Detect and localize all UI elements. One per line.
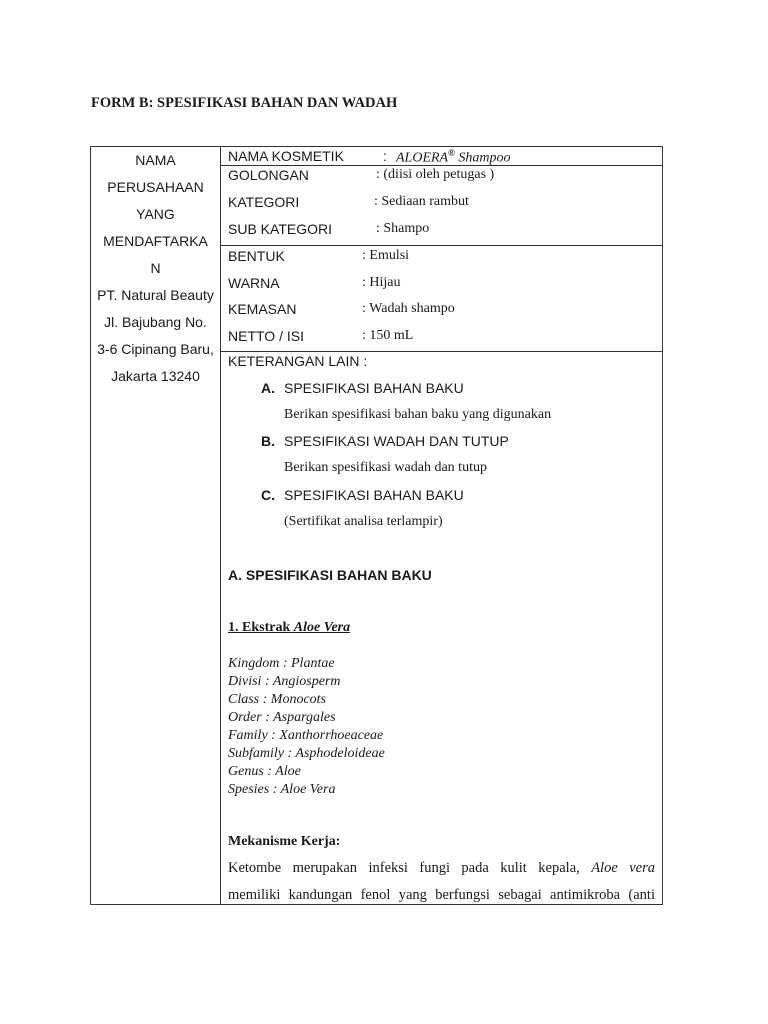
item-1-name: Aloe Vera <box>293 620 351 635</box>
company-label-line: YANG <box>136 206 175 222</box>
taxonomy-list <box>228 655 385 799</box>
taxonomy-line: Class : Monocots <box>228 692 326 707</box>
product-name: Shampoo <box>454 150 511 166</box>
company-address-line: 3-6 Cipinang Baru, <box>97 341 214 357</box>
bentuk-label: BENTUK <box>228 248 285 264</box>
keterangan-heading: SPESIFIKASI WADAH DAN TUTUP <box>284 433 509 449</box>
keterangan-marker: C. <box>261 487 275 503</box>
nama-kosmetik-value <box>396 148 510 167</box>
kategori-label: KATEGORI <box>228 194 300 210</box>
bentuk-value: : Emulsi <box>362 248 410 263</box>
para-species: Aloe vera <box>591 860 655 876</box>
company-label-line: NAMA <box>135 152 176 168</box>
item-1-heading <box>228 620 350 636</box>
keterangan-sub: Berikan spesifikasi wadah dan tutup <box>284 460 487 475</box>
company-address-line: Jl. Bajubang No. <box>104 314 207 330</box>
keterangan-label: KETERANGAN LAIN : <box>228 353 368 369</box>
taxonomy-line: Subfamily : Asphodeloideae <box>228 746 385 761</box>
keterangan-sub: Berikan spesifikasi bahan baku yang digunakan <box>284 407 552 422</box>
nama-kosmetik-label: NAMA KOSMETIK <box>228 148 344 164</box>
taxonomy-line: Genus : Aloe <box>228 764 301 779</box>
subkategori-label: SUB KATEGORI <box>228 221 332 237</box>
warna-value: : Hijau <box>362 275 401 290</box>
company-label-line: PERUSAHAAN <box>107 179 204 195</box>
kategori-value: : Sediaan rambut <box>374 194 469 209</box>
kemasan-label: KEMASAN <box>228 301 297 317</box>
section-a-heading: A. SPESIFIKASI BAHAN BAKU <box>228 567 432 583</box>
mekanisme-heading: Mekanisme Kerja: <box>228 834 341 849</box>
mekanisme-paragraph-line-1 <box>228 860 655 877</box>
golongan-value: : (diisi oleh petugas ) <box>376 167 495 182</box>
subkategori-value: : Shampo <box>376 221 430 236</box>
company-address-line: Jakarta 13240 <box>111 368 200 384</box>
taxonomy-line: Spesies : Aloe Vera <box>228 782 336 797</box>
company-block <box>91 147 220 390</box>
para-text: Ketombe merupakan infeksi fungi pada kulit kepala, <box>228 860 580 876</box>
keterangan-heading: SPESIFIKASI BAHAN BAKU <box>284 487 464 503</box>
keterangan-marker: A. <box>261 380 275 396</box>
netto-label: NETTO / ISI <box>228 328 304 344</box>
registered-mark: ® <box>448 148 455 158</box>
taxonomy-line: Kingdom : Plantae <box>228 656 335 671</box>
item-1-prefix: 1. Ekstrak <box>228 620 294 635</box>
taxonomy-line: Divisi : Angiosperm <box>228 674 341 689</box>
kemasan-value: : Wadah shampo <box>362 301 455 316</box>
taxonomy-line: Order : Aspargales <box>228 710 336 725</box>
company-address-line: PT. Natural Beauty <box>97 287 214 303</box>
netto-value: : 150 mL <box>362 328 414 343</box>
nama-kosmetik-sep: : <box>383 148 387 164</box>
golongan-label: GOLONGAN <box>228 167 309 183</box>
keterangan-marker: B. <box>261 433 275 449</box>
mekanisme-paragraph-line-2: memiliki kandungan fenol yang berfungsi sebagai antimikroba (anti <box>228 887 655 903</box>
keterangan-heading: SPESIFIKASI BAHAN BAKU <box>284 380 464 396</box>
company-label-line: MENDAFTARKA <box>103 233 208 249</box>
taxonomy-line: Family : Xanthorrhoeaceae <box>228 728 384 743</box>
company-label-line: N <box>150 260 161 276</box>
brand-name: ALOERA <box>396 150 449 166</box>
form-title: FORM B: SPESIFIKASI BAHAN DAN WADAH <box>91 95 398 111</box>
warna-label: WARNA <box>228 275 280 291</box>
keterangan-sub: (Sertifikat analisa terlampir) <box>284 514 443 529</box>
